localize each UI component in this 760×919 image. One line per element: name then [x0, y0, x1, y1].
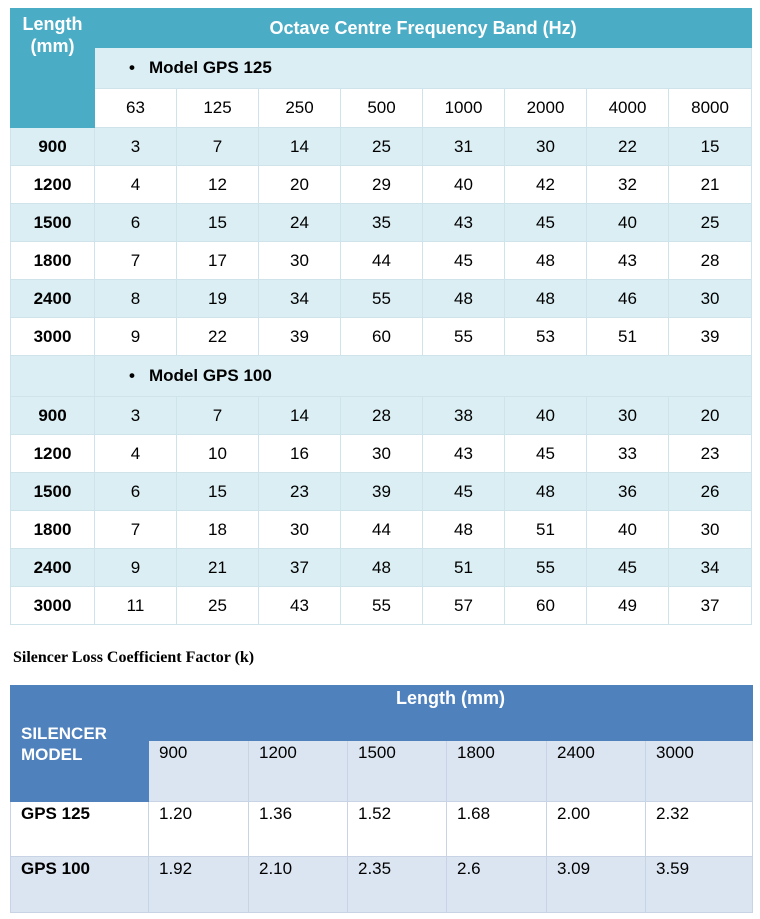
attenuation-value: 34: [669, 549, 752, 587]
attenuation-value: 18: [177, 511, 259, 549]
bullet-icon: •: [129, 58, 135, 77]
k-value: 1.52: [348, 802, 447, 857]
attenuation-value: 26: [669, 473, 752, 511]
attenuation-value: 22: [587, 128, 669, 166]
attenuation-value: 25: [341, 128, 423, 166]
attenuation-value: 21: [669, 166, 752, 204]
attenuation-value: 51: [505, 511, 587, 549]
attenuation-value: 48: [505, 473, 587, 511]
k-length-cell: 1800: [447, 741, 547, 802]
model-name-cell: GPS 100: [11, 857, 149, 913]
attenuation-value: 30: [259, 242, 341, 280]
attenuation-value: 35: [341, 204, 423, 242]
attenuation-value: 55: [341, 587, 423, 625]
attenuation-value: 39: [259, 318, 341, 356]
attenuation-value: 20: [669, 397, 752, 435]
freq-header: 125: [177, 89, 259, 128]
k-rows: [11, 802, 753, 913]
attenuation-value: 21: [177, 549, 259, 587]
attenuation-value: 40: [587, 511, 669, 549]
attenuation-value: 7: [95, 242, 177, 280]
attenuation-value: 14: [259, 397, 341, 435]
attenuation-value: 48: [505, 242, 587, 280]
attenuation-value: 55: [341, 280, 423, 318]
attenuation-value: 55: [423, 318, 505, 356]
attenuation-value: 15: [669, 128, 752, 166]
k-value: 1.92: [149, 857, 249, 913]
attenuation-value: 9: [95, 549, 177, 587]
attenuation-value: 6: [95, 204, 177, 242]
k-value: 3.09: [547, 857, 646, 913]
bullet-icon: •: [129, 366, 135, 385]
k-length-cell: 1500: [348, 741, 447, 802]
attenuation-value: 45: [423, 473, 505, 511]
attenuation-value: 43: [587, 242, 669, 280]
attenuation-value: 60: [341, 318, 423, 356]
table-row: [11, 473, 752, 511]
attenuation-value: 23: [669, 435, 752, 473]
table-row: [11, 242, 752, 280]
attenuation-table: [10, 8, 752, 625]
freq-header: 4000: [587, 89, 669, 128]
attenuation-value: 4: [95, 166, 177, 204]
k-value: 2.6: [447, 857, 547, 913]
attenuation-value: 29: [341, 166, 423, 204]
attenuation-value: 32: [587, 166, 669, 204]
table-row: [11, 166, 752, 204]
attenuation-value: 6: [95, 473, 177, 511]
attenuation-value: 15: [177, 473, 259, 511]
attenuation-value: 34: [259, 280, 341, 318]
model-header-line1: SILENCER: [21, 723, 107, 743]
attenuation-value: 38: [423, 397, 505, 435]
attenuation-value: 42: [505, 166, 587, 204]
attenuation-value: 11: [95, 587, 177, 625]
k-length-cell: 900: [149, 741, 249, 802]
attenuation-value: 60: [505, 587, 587, 625]
attenuation-value: 7: [95, 511, 177, 549]
attenuation-value: 25: [669, 204, 752, 242]
k-value: 2.00: [547, 802, 646, 857]
attenuation-value: 46: [587, 280, 669, 318]
k-value: 3.59: [646, 857, 753, 913]
attenuation-value: 12: [177, 166, 259, 204]
attenuation-value: 3: [95, 397, 177, 435]
attenuation-value: 30: [505, 128, 587, 166]
attenuation-value: 45: [423, 242, 505, 280]
k-value: 2.32: [646, 802, 753, 857]
attenuation-value: 14: [259, 128, 341, 166]
attenuation-value: 40: [587, 204, 669, 242]
attenuation-value: 30: [341, 435, 423, 473]
attenuation-value: 39: [341, 473, 423, 511]
attenuation-value: 30: [259, 511, 341, 549]
model-label-gps125: [95, 48, 752, 89]
model-header-line2: MODEL: [21, 744, 83, 764]
attenuation-value: 23: [259, 473, 341, 511]
attenuation-value: 43: [423, 204, 505, 242]
table-row: [11, 802, 753, 857]
k-value: 1.68: [447, 802, 547, 857]
attenuation-value: 9: [95, 318, 177, 356]
freq-header: 500: [341, 89, 423, 128]
attenuation-value: 28: [669, 242, 752, 280]
length-cell: 1800: [11, 242, 95, 280]
table-row: [11, 857, 753, 913]
length-cell: 1500: [11, 204, 95, 242]
length-cell: 1200: [11, 435, 95, 473]
attenuation-value: 51: [423, 549, 505, 587]
attenuation-value: 22: [177, 318, 259, 356]
attenuation-value: 44: [341, 242, 423, 280]
k-table-caption: Silencer Loss Coefficient Factor (k): [13, 649, 255, 666]
length-cell: 2400: [11, 280, 95, 318]
attenuation-value: 7: [177, 128, 259, 166]
attenuation-value: 30: [669, 511, 752, 549]
attenuation-value: 30: [669, 280, 752, 318]
table-row: [11, 318, 752, 356]
attenuation-value: 45: [505, 204, 587, 242]
length-header-line1: Length: [22, 14, 83, 34]
frequency-band-header: Octave Centre Frequency Band (Hz): [95, 9, 752, 48]
attenuation-value: 44: [341, 511, 423, 549]
k-length-cell: 2400: [547, 741, 646, 802]
attenuation-value: 45: [587, 549, 669, 587]
table-row: [11, 397, 752, 435]
attenuation-value: 19: [177, 280, 259, 318]
k-length-header: Length (mm): [149, 686, 753, 741]
length-header: [11, 9, 95, 128]
attenuation-value: 57: [423, 587, 505, 625]
attenuation-value: 48: [423, 280, 505, 318]
attenuation-value: 17: [177, 242, 259, 280]
attenuation-value: 10: [177, 435, 259, 473]
silencer-model-header: [11, 686, 149, 802]
attenuation-value: 16: [259, 435, 341, 473]
table-row: [11, 280, 752, 318]
attenuation-value: 15: [177, 204, 259, 242]
attenuation-value: 24: [259, 204, 341, 242]
freq-header: 2000: [505, 89, 587, 128]
attenuation-value: 53: [505, 318, 587, 356]
table-row: [11, 204, 752, 242]
attenuation-value: 33: [587, 435, 669, 473]
attenuation-value: 20: [259, 166, 341, 204]
attenuation-value: 48: [423, 511, 505, 549]
freq-header: 250: [259, 89, 341, 128]
attenuation-value: 40: [505, 397, 587, 435]
attenuation-value: 30: [587, 397, 669, 435]
model-label-text: Model GPS 125: [149, 58, 272, 77]
k-value: 1.20: [149, 802, 249, 857]
length-cell: 1500: [11, 473, 95, 511]
length-header-line2: (mm): [30, 36, 75, 56]
table-row: [11, 435, 752, 473]
freq-header: 63: [95, 89, 177, 128]
k-factor-table: [10, 685, 753, 913]
attenuation-value: 51: [587, 318, 669, 356]
table-row: [11, 511, 752, 549]
length-cell: 2400: [11, 549, 95, 587]
attenuation-value: 25: [177, 587, 259, 625]
attenuation-value: 39: [669, 318, 752, 356]
table-row: [11, 128, 752, 166]
length-cell: 900: [11, 128, 95, 166]
attenuation-value: 4: [95, 435, 177, 473]
gps125-rows: [11, 128, 752, 356]
table-row: [11, 587, 752, 625]
attenuation-value: 7: [177, 397, 259, 435]
attenuation-value: 49: [587, 587, 669, 625]
attenuation-value: 28: [341, 397, 423, 435]
attenuation-value: 40: [423, 166, 505, 204]
gps100-rows: [11, 397, 752, 625]
model-label-gps100: [95, 356, 752, 397]
length-cell: 900: [11, 397, 95, 435]
attenuation-value: 43: [259, 587, 341, 625]
length-cell: 1800: [11, 511, 95, 549]
attenuation-value: 45: [505, 435, 587, 473]
table-row: [11, 549, 752, 587]
k-length-cell: 3000: [646, 741, 753, 802]
attenuation-value: 48: [341, 549, 423, 587]
freq-header: 1000: [423, 89, 505, 128]
length-cell: 1200: [11, 166, 95, 204]
attenuation-value: 37: [259, 549, 341, 587]
k-value: 2.35: [348, 857, 447, 913]
attenuation-value: 43: [423, 435, 505, 473]
attenuation-value: 37: [669, 587, 752, 625]
k-value: 2.10: [249, 857, 348, 913]
attenuation-value: 3: [95, 128, 177, 166]
attenuation-value: 48: [505, 280, 587, 318]
attenuation-value: 36: [587, 473, 669, 511]
attenuation-value: 55: [505, 549, 587, 587]
length-cell: 3000: [11, 318, 95, 356]
frequency-header-row: [11, 89, 752, 128]
model-label-text: Model GPS 100: [149, 366, 272, 385]
model-name-cell: GPS 125: [11, 802, 149, 857]
freq-header: 8000: [669, 89, 752, 128]
attenuation-value: 8: [95, 280, 177, 318]
attenuation-value: 31: [423, 128, 505, 166]
blank-length-cell: [11, 356, 95, 397]
k-value: 1.36: [249, 802, 348, 857]
k-length-cell: 1200: [249, 741, 348, 802]
length-cell: 3000: [11, 587, 95, 625]
